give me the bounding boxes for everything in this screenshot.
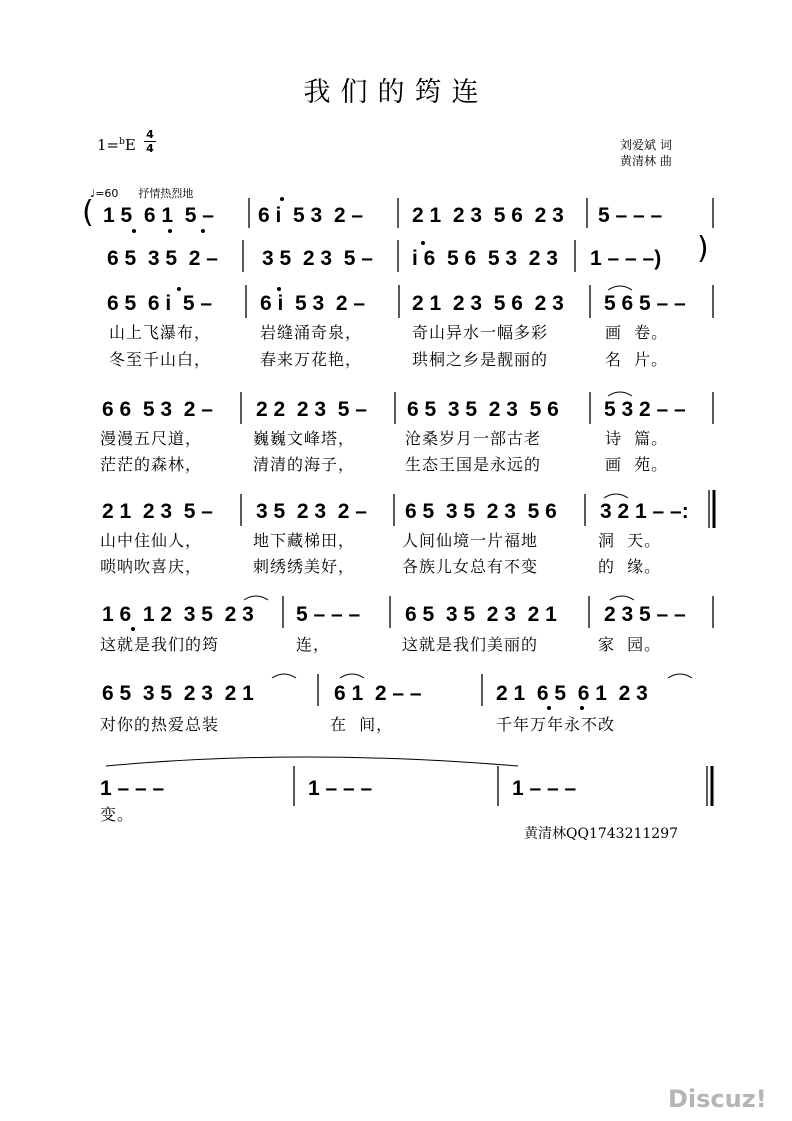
bar-6-3: 6 5 3 5 2 3 2 1 [405,603,557,626]
lyrics-4-3b: 生态王国是永远的 [405,455,542,474]
repeat-close-paren: ) [697,231,709,266]
bar-5-3: 6 5 3 5 2 3 5 6 [405,500,557,523]
score-system-2 [107,240,661,272]
tempo-marking: ♩=60 抒情热烈地 [90,187,194,200]
score-system-1 [82,195,713,230]
bar-4-4: 5 3 2 – – [604,398,686,421]
score-system-3 [107,285,713,369]
lyrics-6-4a: 家 园。 [598,635,662,654]
bar-8-1: 1 – – – [100,777,165,800]
bar-1-1: 1 5 6 1 5 – [103,204,214,227]
bar-6-4: 2 3 5 – – [604,603,686,626]
lyrics-5-3b: 各族儿女总有不变 [402,557,539,576]
lyrics-7-3a: 千年万年永不改 [496,715,616,734]
bar-3-3: 2 1 2 3 5 6 2 3 [412,292,564,315]
time-signature: 4 4 [143,128,157,155]
repeat-open-paren: ( [82,195,94,230]
bar-7-1: 6 5 3 5 2 3 2 1 [102,682,254,705]
lyrics-4-3a: 沧桑岁月一部古老 [405,429,542,448]
lyrics-4-2b: 清清的海子， [253,455,356,474]
bar-4-1: 6 6 5 3 2 – [102,398,213,421]
bar-2-1: 6 5 3 5 2 – [107,247,218,270]
lyrics-5-1a: 山中住仙人， [100,531,203,550]
lyrics-3-2b: 春来万花艳， [260,350,363,369]
bar-7-3: 2 1 6 5 6 1 2 3 [496,682,648,705]
bar-4-2: 2 2 2 3 5 – [256,398,367,421]
bar-8-3: 1 – – – [512,777,577,800]
bar-3-1: 6 5 6 i 5 – [107,292,213,315]
lyrics-4-2a: 巍巍文峰塔， [253,429,356,448]
lyrics-3-4a: 画 卷。 [605,323,669,342]
bar-4-3: 6 5 3 5 2 3 5 6 [407,398,559,421]
bar-1-2: 6 i 5 3 2 – [258,204,364,227]
lyrics-5-3a: 人间仙境一片福地 [402,531,539,550]
bar-8-2: 1 – – – [308,777,373,800]
lyrics-3-1a: 山上飞瀑布， [109,323,212,342]
bar-2-3: i 6 5 6 5 3 2 3 [412,247,558,270]
lyrics-3-2a: 岩缝涌奇泉， [260,323,363,342]
lyrics-4-1b: 茫茫的森林， [100,455,203,474]
composer-credit: 黄清林 曲 [620,154,672,168]
author-signature: 黄清林QQ1743211297 [524,826,679,842]
bar-6-2: 5 – – – [296,603,361,626]
lyrics-6-3a: 这就是我们美丽的 [402,635,539,654]
bar-5-1: 2 1 2 3 5 – [102,500,213,523]
lyrics-6-1a: 这就是我们的筠 [100,635,220,654]
lyrics-5-2b: 刺绣绣美好， [253,557,356,576]
lyrics-3-3a: 奇山异水一幅多彩 [412,323,549,342]
lyrics-4-1a: 漫漫五尺道， [100,429,203,448]
bar-7-2: 6 1 2 – – [334,682,422,705]
bar-1-4: 5 – – – [598,204,663,227]
lyrics-3-4b: 名 片。 [605,350,669,369]
lyrics-3-1b: 冬至千山白， [109,350,212,369]
lyrics-5-1b: 唢呐吹喜庆， [100,557,203,576]
score-system-6 [100,596,713,654]
score-system-7 [100,674,648,734]
bar-5-4: 3 2 1 – –: [600,500,689,523]
lyrics-4-4b: 画 苑。 [605,455,669,474]
score-system-5 [100,490,714,576]
bar-5-2: 3 5 2 3 2 – [256,500,367,523]
tie-arc [106,757,518,766]
octave-dots [131,197,584,710]
lyrics-8-1a: 变。 [100,805,135,824]
score-system-8 [100,757,712,824]
site-watermark: Discuz! [668,1085,767,1113]
lyrics-5-2a: 地下藏梯田， [253,531,356,550]
lyrics-7-1a: 对你的热爱总装 [100,715,220,734]
score-system-4 [100,392,713,474]
bar-2-4: 1 – – –) [590,247,662,270]
bar-3-4: 5 6 5 – – [604,292,686,315]
lyrics-6-2a: 连， [296,635,331,654]
lyricist-credit: 刘爱斌 词 [620,138,672,152]
bar-6-1: 1 6 1 2 3 5 2 3 [102,603,254,626]
bar-2-2: 3 5 2 3 5 – [262,247,373,270]
lyrics-5-4b: 的 缘。 [598,557,662,576]
lyrics-7-2a: 在 间， [330,715,394,734]
page-title: 我们的筠连 [303,77,489,108]
bar-1-3: 2 1 2 3 5 6 2 3 [412,204,564,227]
lyrics-4-4a: 诗 篇。 [605,429,669,448]
key-signature: 1=$^b$E [97,136,136,154]
lyrics-3-3b: 珙桐之乡是靓丽的 [412,350,549,369]
lyrics-5-4a: 洞 天。 [598,531,662,550]
bar-3-2: 6 i 5 3 2 – [260,292,366,315]
